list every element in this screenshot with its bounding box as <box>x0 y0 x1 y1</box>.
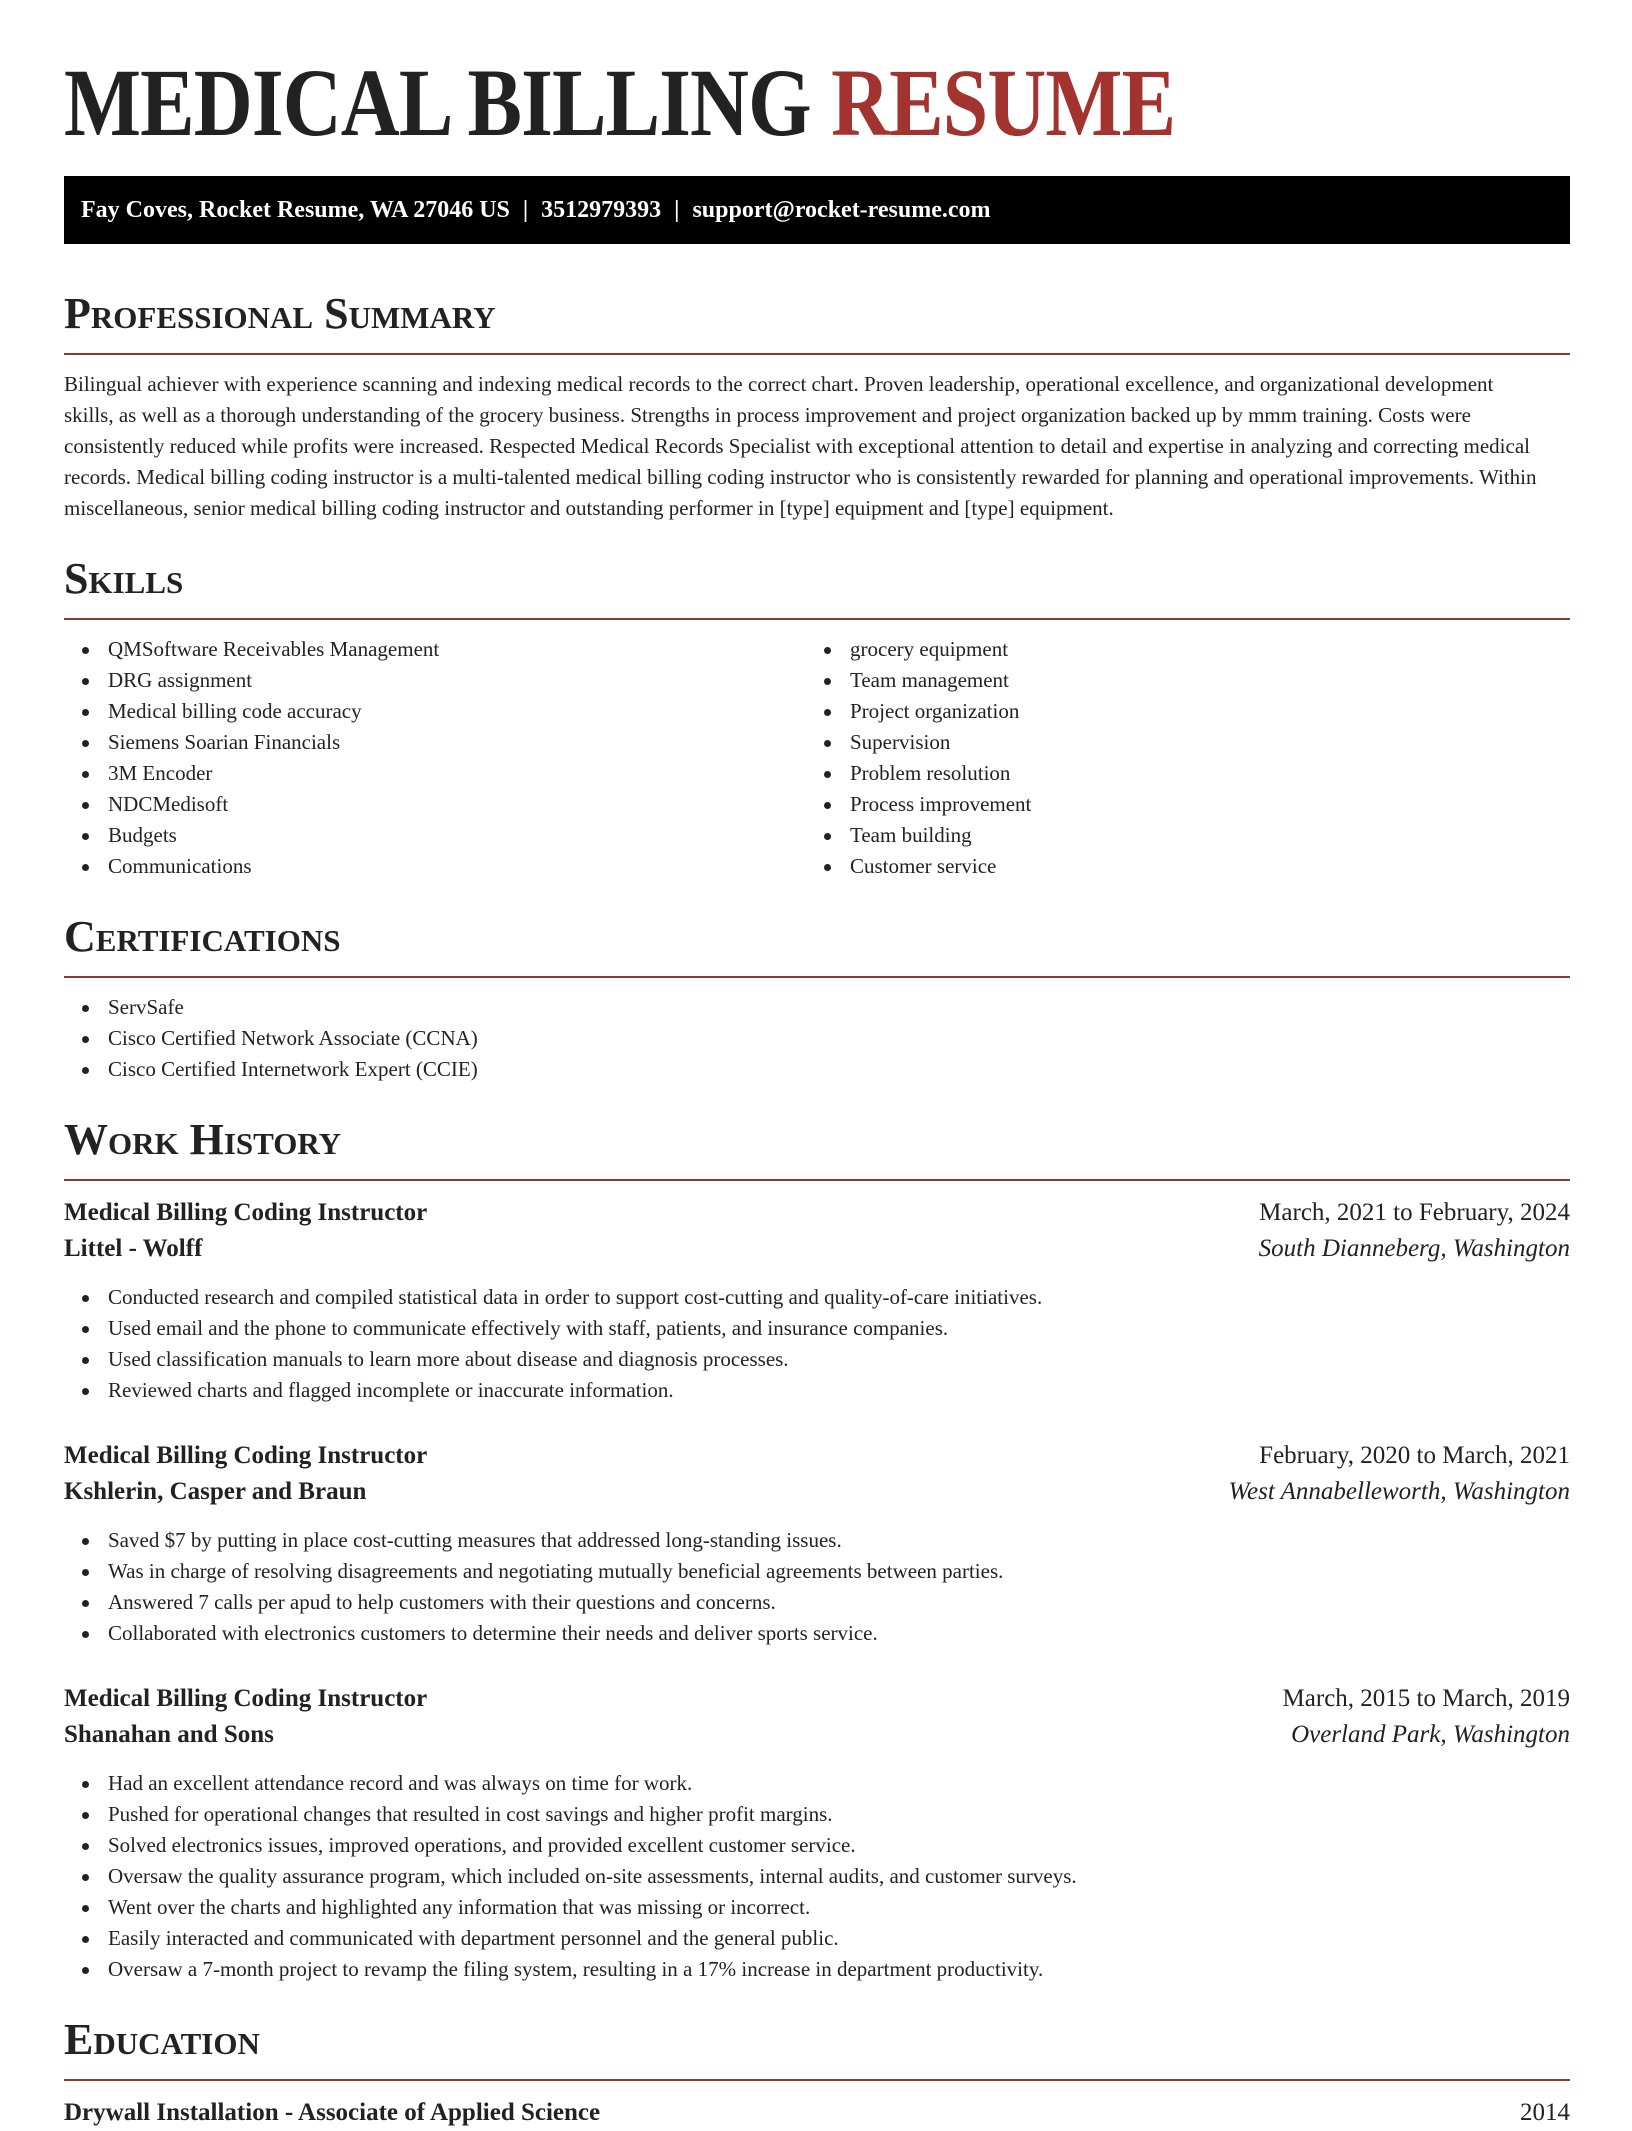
contact-phone: 3512979393 <box>541 197 662 223</box>
skill-label: Supervision <box>850 730 951 754</box>
job-dates: February, 2020 to March, 2021 <box>1259 1442 1570 1469</box>
section-heading: Professional Summary <box>64 289 496 338</box>
certification-item <box>64 1023 1570 1054</box>
bullet-icon <box>82 864 89 871</box>
bullet-icon <box>824 802 831 809</box>
job-bullet <box>64 1954 1570 1985</box>
skill-item <box>806 820 1570 851</box>
bullet-icon <box>82 802 89 809</box>
section-heading: Work History <box>64 1115 342 1164</box>
certification-label: ServSafe <box>108 995 184 1019</box>
section-heading: Skills <box>64 554 184 603</box>
job-bullet <box>64 1923 1570 1954</box>
bullet-icon <box>82 1843 89 1850</box>
job-bullet <box>64 1587 1570 1618</box>
job-header-row <box>64 1681 1570 1717</box>
bullet-icon <box>82 833 89 840</box>
job-location: Overland Park, Washington <box>1291 1721 1570 1748</box>
job-bullet-text: Easily interacted and communicated with department personnel and the general public. <box>108 1926 839 1950</box>
skill-label: Budgets <box>108 823 177 847</box>
skill-label: NDCMedisoft <box>108 792 229 816</box>
skill-item <box>64 851 806 882</box>
bullet-icon <box>824 833 831 840</box>
job-company-row <box>64 1717 1570 1753</box>
professional-summary-section <box>64 289 1570 524</box>
certifications-section <box>64 912 1570 1085</box>
skill-item <box>806 789 1570 820</box>
section-heading: Certifications <box>64 912 341 961</box>
job-bullet-text: Was in charge of resolving disagreements and negotiating mutually beneficial agreements between parties. <box>108 1559 1004 1583</box>
job-bullet-text: Oversaw the quality assurance program, which included on-site assessments, internal audits, and customer surveys. <box>108 1864 1077 1888</box>
job-bullet-text: Collaborated with electronics customers to determine their needs and deliver sports service. <box>108 1621 878 1645</box>
bullet-icon <box>82 647 89 654</box>
bullet-icon <box>82 709 89 716</box>
skill-item <box>806 665 1570 696</box>
job-bullet-text: Pushed for operational changes that resulted in cost savings and higher profit margins. <box>108 1802 833 1826</box>
job-bullet-text: Solved electronics issues, improved operations, and provided excellent customer service. <box>108 1833 856 1857</box>
bullet-icon <box>824 864 831 871</box>
job-bullet <box>64 1282 1570 1313</box>
skill-label: DRG assignment <box>108 668 253 692</box>
section-divider <box>64 618 1570 620</box>
job-entry <box>64 1195 1570 1406</box>
job-bullet <box>64 1525 1570 1556</box>
summary-paragraph <box>64 369 1570 524</box>
contact-address: Fay Coves, Rocket Resume, WA 27046 US <box>81 197 510 223</box>
job-bullet-text: Conducted research and compiled statistical data in order to support cost-cutting and quality-of-care initiatives. <box>108 1285 1043 1309</box>
skill-item <box>806 696 1570 727</box>
job-title: Medical Billing Coding Instructor <box>64 1685 428 1712</box>
job-header-row <box>64 1195 1570 1231</box>
bullet-icon <box>82 1295 89 1302</box>
certification-item <box>64 992 1570 1023</box>
job-bullets <box>64 1525 1570 1649</box>
skill-item <box>806 851 1570 882</box>
bullet-icon <box>82 1326 89 1333</box>
bullet-icon <box>824 771 831 778</box>
skill-label: Problem resolution <box>850 761 1011 785</box>
job-bullet-text: Answered 7 calls per apud to help customers with their questions and concerns. <box>108 1590 776 1614</box>
summary-line: consistently reduced while profits were increased. Respected Medical Records Specialist with exceptional attention to detail and expertise in analyzing and correcting medical <box>64 434 1530 458</box>
job-bullet <box>64 1618 1570 1649</box>
company-name: Kshlerin, Casper and Braun <box>64 1478 367 1505</box>
bullet-icon <box>82 1781 89 1788</box>
job-location: South Dianneberg, Washington <box>1258 1235 1570 1262</box>
company-name: Littel - Wolff <box>64 1235 203 1262</box>
job-bullet-text: Reviewed charts and flagged incomplete or inaccurate information. <box>108 1378 674 1402</box>
skill-label: 3M Encoder <box>108 761 213 785</box>
contact-email: support@rocket-resume.com <box>692 197 991 223</box>
skill-label: Customer service <box>850 854 997 878</box>
job-bullet <box>64 1768 1570 1799</box>
skill-label: Team management <box>850 668 1009 692</box>
company-name: Shanahan and Sons <box>64 1721 274 1748</box>
job-bullet-text: Used email and the phone to communicate effectively with staff, patients, and insurance companies. <box>108 1316 949 1340</box>
skill-item <box>64 727 806 758</box>
job-bullet-text: Went over the charts and highlighted any information that was missing or incorrect. <box>108 1895 811 1919</box>
section-divider <box>64 976 1570 978</box>
summary-line: miscellaneous, senior medical billing coding instructor and outstanding performer in [type] equipment and [type] equipment. <box>64 496 1114 520</box>
bullet-icon <box>824 647 831 654</box>
summary-line: records. Medical billing coding instructor is a multi-talented medical billing coding instructor who is consistently rewarded for planning and operational improvements. Within <box>64 465 1537 489</box>
education-entry <box>64 2095 1570 2126</box>
skill-label: Medical billing code accuracy <box>108 699 362 723</box>
bullet-icon <box>82 1874 89 1881</box>
certification-label: Cisco Certified Internetwork Expert (CCIE) <box>108 1057 478 1081</box>
bullet-icon <box>824 740 831 747</box>
bullet-icon <box>82 1357 89 1364</box>
job-entry <box>64 1681 1570 1985</box>
skills-list-left <box>64 634 806 882</box>
contact-separator: | <box>674 197 680 223</box>
bullet-icon <box>82 1631 89 1638</box>
bullet-icon <box>82 1600 89 1607</box>
skill-item <box>806 634 1570 665</box>
job-bullet <box>64 1344 1570 1375</box>
job-dates: March, 2015 to March, 2019 <box>1282 1685 1570 1712</box>
resume-title-accent: RESUME <box>831 49 1176 156</box>
job-bullet-text: Used classification manuals to learn more about disease and diagnosis processes. <box>108 1347 789 1371</box>
bullet-icon <box>82 1388 89 1395</box>
skill-item <box>64 665 806 696</box>
skill-item <box>806 727 1570 758</box>
education-year: 2014 <box>1520 2099 1570 2126</box>
bullet-icon <box>82 1067 89 1074</box>
bullet-icon <box>82 1967 89 1974</box>
job-bullet <box>64 1556 1570 1587</box>
education-degree: Drywall Installation - Associate of Applied Science <box>64 2099 601 2126</box>
skills-list-right <box>806 634 1570 882</box>
job-company-row <box>64 1474 1570 1510</box>
job-entry <box>64 1438 1570 1649</box>
job-bullets <box>64 1768 1570 1985</box>
bullet-icon <box>82 1905 89 1912</box>
summary-line: skills, as well as a thorough understanding of the grocery business. Strengths in process improvement and project organization backed up by mmm training. Costs were <box>64 403 1471 427</box>
bullet-icon <box>82 1036 89 1043</box>
job-bullet <box>64 1799 1570 1830</box>
bullet-icon <box>82 1005 89 1012</box>
work-history-body <box>64 1195 1570 1985</box>
job-location: West Annabelleworth, Washington <box>1228 1478 1570 1505</box>
bullet-icon <box>82 678 89 685</box>
job-bullet <box>64 1313 1570 1344</box>
skill-label: Team building <box>850 823 972 847</box>
skill-label: Process improvement <box>850 792 1032 816</box>
skills-grid <box>64 634 1570 882</box>
skills-section <box>64 554 1570 882</box>
work-history-section <box>64 1115 1570 1985</box>
job-title: Medical Billing Coding Instructor <box>64 1442 428 1469</box>
section-heading: Education <box>64 2015 260 2064</box>
bullet-icon <box>82 1812 89 1819</box>
resume-title-main: MEDICAL BILLING <box>64 49 811 156</box>
skill-item <box>806 758 1570 789</box>
contact-separator: | <box>522 197 529 223</box>
education-section <box>64 2015 1570 2126</box>
certifications-body <box>64 992 1570 1085</box>
bullet-icon <box>824 678 831 685</box>
contact-bar <box>64 176 1570 244</box>
resume-title <box>64 49 1344 156</box>
bullet-icon <box>82 1538 89 1545</box>
section-divider <box>64 2079 1570 2081</box>
certifications-list <box>64 992 1570 1085</box>
bullet-icon <box>82 740 89 747</box>
education-body <box>64 2095 1570 2126</box>
job-bullets <box>64 1282 1570 1406</box>
skill-label: Siemens Soarian Financials <box>108 730 341 754</box>
skill-label: grocery equipment <box>850 637 1009 661</box>
bullet-icon <box>82 1569 89 1576</box>
bullet-icon <box>824 709 831 716</box>
skill-label: QMSoftware Receivables Management <box>108 637 440 661</box>
certification-label: Cisco Certified Network Associate (CCNA) <box>108 1026 478 1050</box>
certification-item <box>64 1054 1570 1085</box>
job-bullet <box>64 1830 1570 1861</box>
job-bullet-text: Saved $7 by putting in place cost-cutting measures that addressed long-standing issues. <box>108 1528 842 1552</box>
job-bullet-text: Oversaw a 7-month project to revamp the filing system, resulting in a 17% increase in department productivity. <box>108 1957 1044 1981</box>
summary-line: Bilingual achiever with experience scanning and indexing medical records to the correct chart. Proven leadership, operational excellence, and organizational development <box>64 372 1494 396</box>
job-bullet <box>64 1375 1570 1406</box>
job-bullet <box>64 1861 1570 1892</box>
section-divider <box>64 353 1570 355</box>
skill-item <box>64 696 806 727</box>
skill-label: Communications <box>108 854 252 878</box>
section-divider <box>64 1179 1570 1181</box>
job-dates: March, 2021 to February, 2024 <box>1259 1199 1570 1226</box>
job-company-row <box>64 1231 1570 1267</box>
job-title: Medical Billing Coding Instructor <box>64 1199 428 1226</box>
bullet-icon <box>82 1936 89 1943</box>
skill-item <box>64 634 806 665</box>
job-bullet-text: Had an excellent attendance record and was always on time for work. <box>108 1771 693 1795</box>
skill-item <box>64 758 806 789</box>
skill-item <box>64 820 806 851</box>
skill-item <box>64 789 806 820</box>
bullet-icon <box>82 771 89 778</box>
skill-label: Project organization <box>850 699 1020 723</box>
job-header-row <box>64 1438 1570 1474</box>
job-bullet <box>64 1892 1570 1923</box>
